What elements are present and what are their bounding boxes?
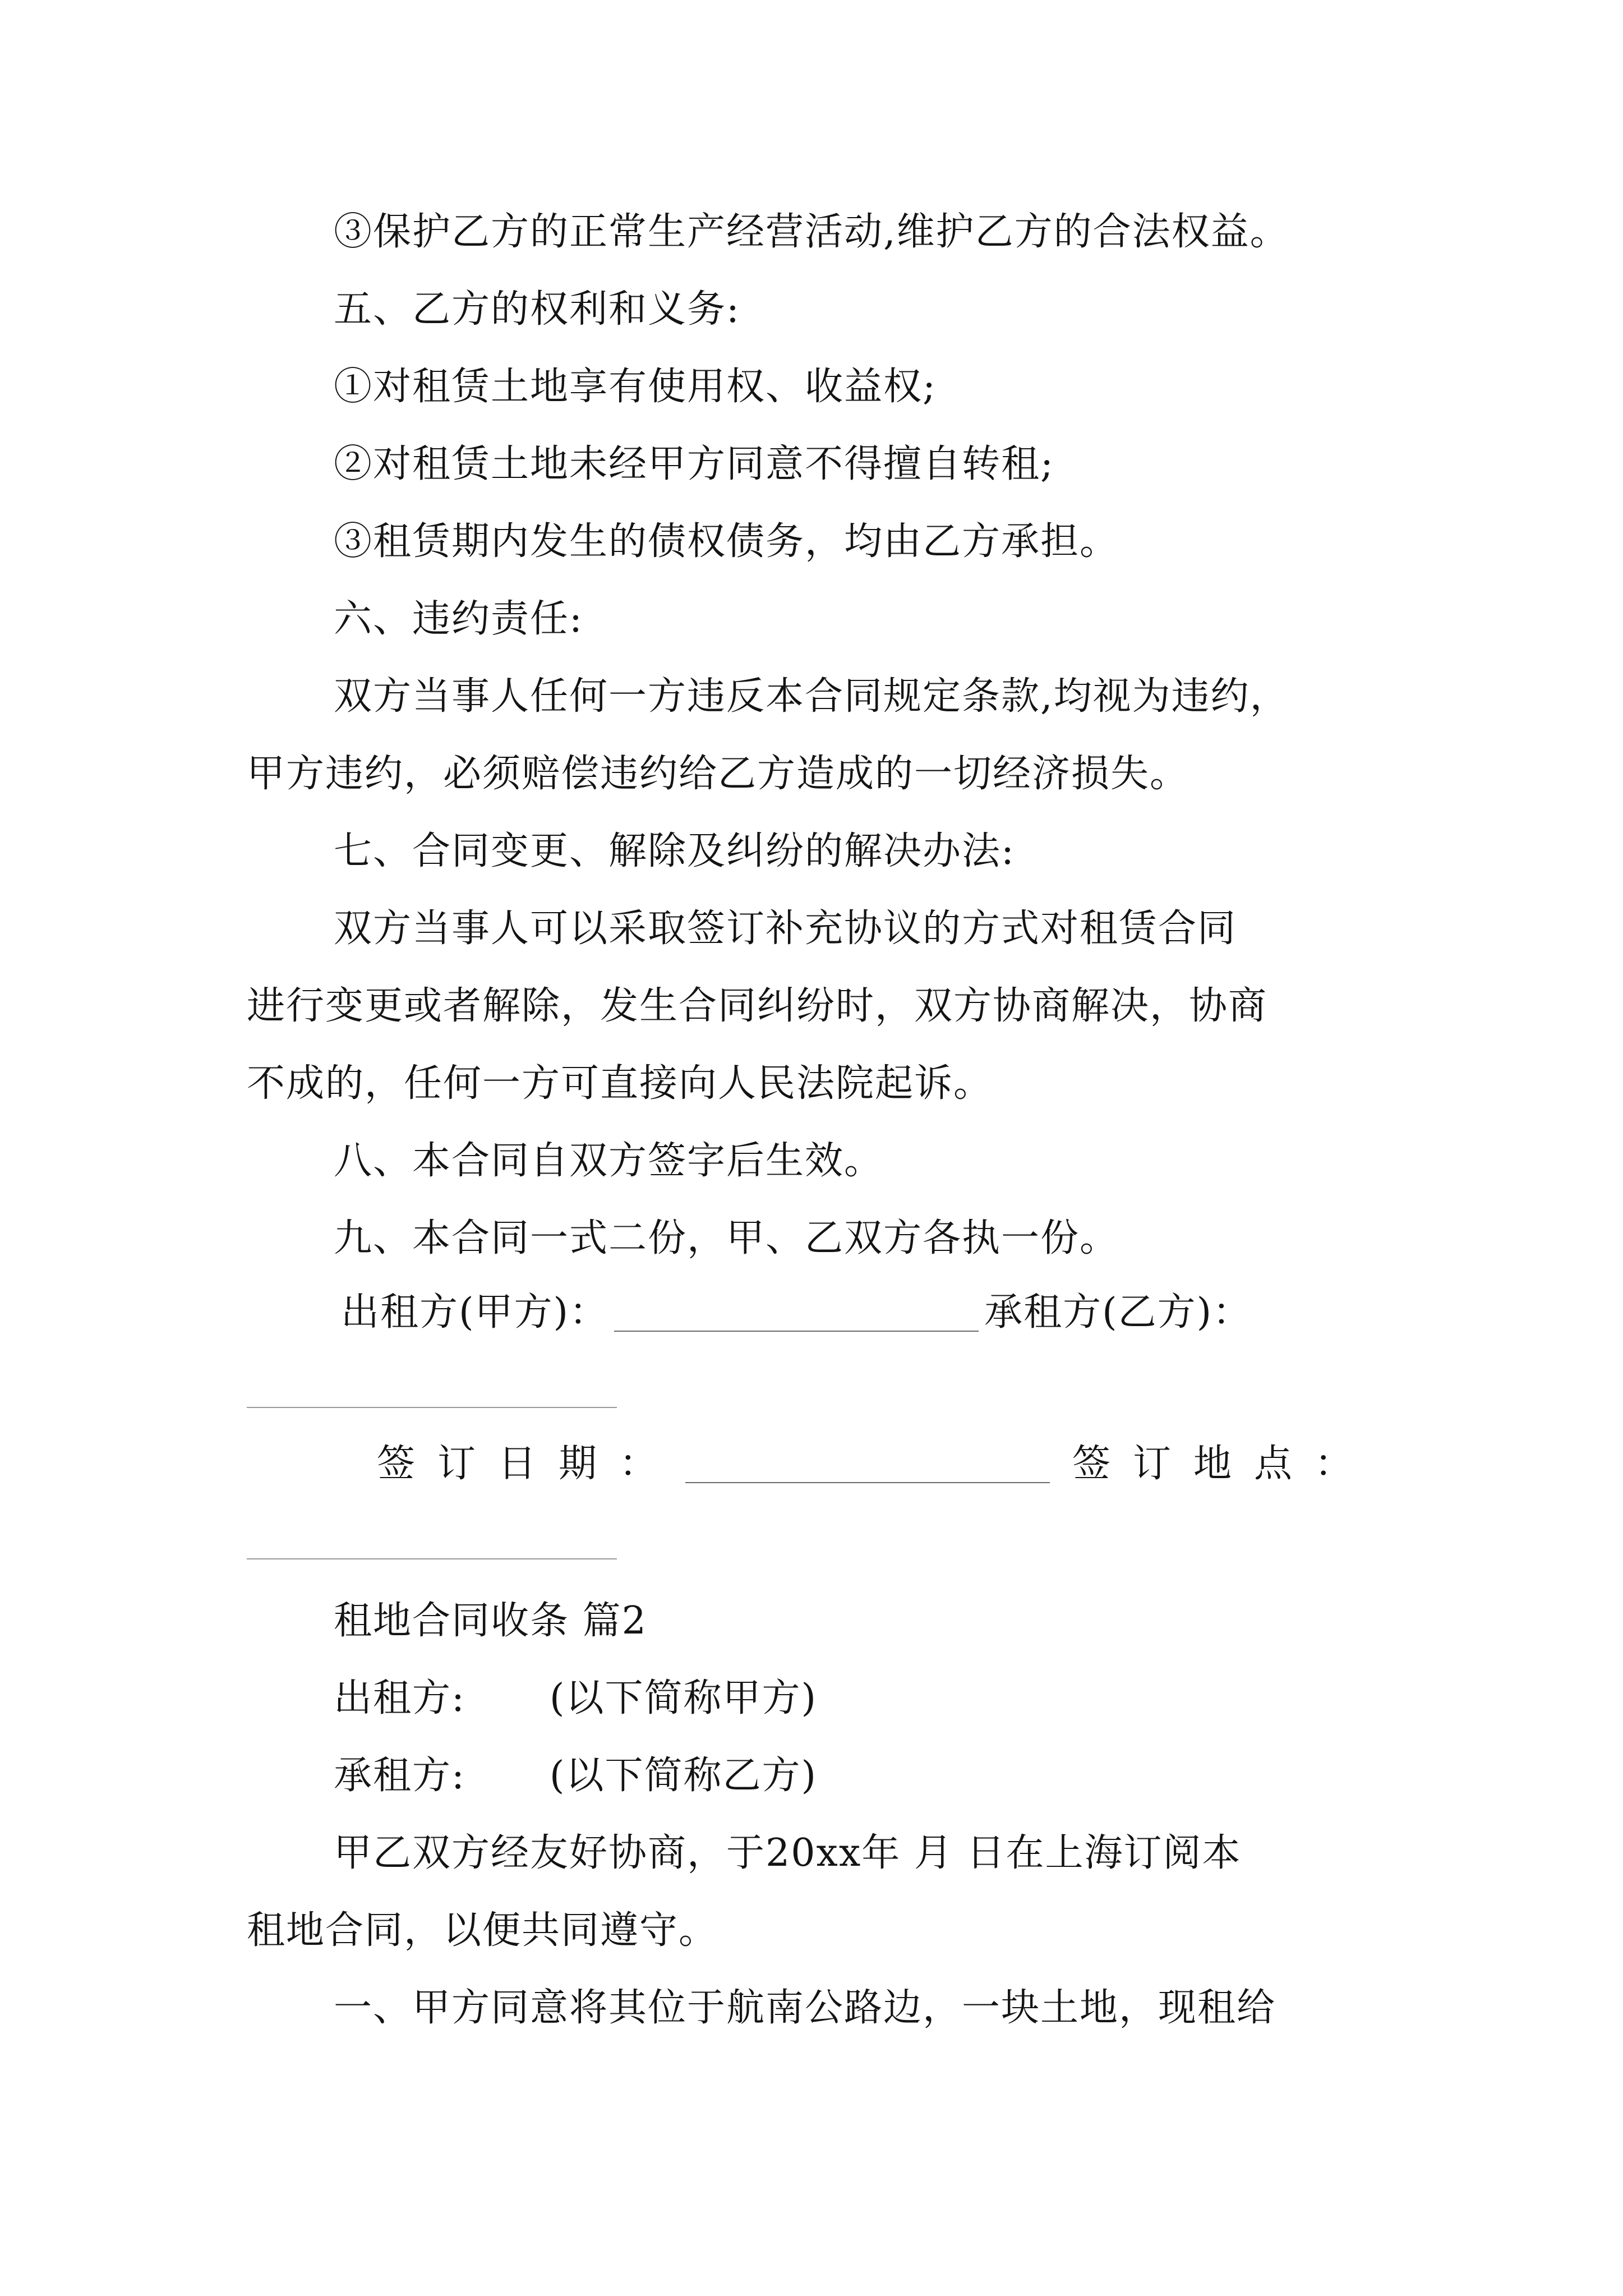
clause-5-1: ①对租赁土地享有使用权、收益权; bbox=[334, 365, 937, 409]
lessee-label: 承租方(乙方)： bbox=[984, 1290, 1252, 1335]
section2-lessee-label: 承租方: bbox=[334, 1754, 465, 1798]
section2-paragraph-1-line-2: 租地合同，以便共同遵守。 bbox=[247, 1908, 718, 1953]
signature-row-date-place bbox=[377, 1442, 1376, 1486]
lessor-label: 出租方(甲方)： bbox=[341, 1290, 609, 1335]
section2-lessee-note: (以下简称乙方) bbox=[549, 1754, 817, 1798]
section-8: 八、本合同自双方签字后生效。 bbox=[334, 1139, 884, 1183]
section2-lessor-label: 出租方: bbox=[334, 1676, 465, 1720]
section-7-text-line-3: 不成的，任何一方可直接向人民法院起诉。 bbox=[247, 1061, 993, 1106]
date-blank bbox=[685, 1450, 1050, 1483]
section-6-text-line-2: 甲方违约，必须赔偿违约给乙方造成的一切经济损失。 bbox=[247, 752, 1189, 796]
section-9: 九、本合同一式二份，甲、乙双方各执一份。 bbox=[334, 1216, 1119, 1260]
section-7-text-line-2: 进行变更或者解除，发生合同纠纷时，双方协商解决，协商 bbox=[247, 984, 1268, 1028]
section2-paragraph-2-line-1: 一、甲方同意将其位于航南公路边，一块土地，现租给 bbox=[334, 1986, 1276, 2030]
place-blank-line bbox=[247, 1558, 617, 1559]
lessor-blank bbox=[614, 1298, 979, 1332]
place-label: 签订地点： bbox=[1072, 1442, 1376, 1486]
section2-lessee-row bbox=[334, 1754, 817, 1798]
clause-5-2: ②对租赁土地未经甲方同意不得擅自转租; bbox=[334, 442, 1054, 486]
section-5-heading: 五、乙方的权利和义务: bbox=[334, 287, 740, 332]
lessee-blank-line bbox=[247, 1407, 617, 1408]
section-7-heading: 七、合同变更、解除及纠纷的解决办法: bbox=[334, 829, 1015, 873]
section2-heading: 租地合同收条 篇2 bbox=[334, 1599, 647, 1643]
section-6-heading: 六、违约责任: bbox=[334, 597, 583, 641]
section2-paragraph-1-line-1: 甲乙双方经友好协商，于20xx年 月 日在上海订阅本 bbox=[334, 1831, 1242, 1875]
signature-row-parties bbox=[341, 1290, 1252, 1335]
section-6-text-line-1: 双方当事人任何一方违反本合同规定条款,均视为违约， bbox=[334, 674, 1289, 719]
section-7-text-line-1: 双方当事人可以采取签订补充协议的方式对租赁合同 bbox=[334, 907, 1237, 951]
section2-lessor-row bbox=[334, 1676, 817, 1720]
section2-lessor-note: (以下简称甲方) bbox=[549, 1676, 817, 1720]
clause-5-3: ③租赁期内发生的债权债务，均由乙方承担。 bbox=[334, 519, 1119, 564]
clause-4-3: ③保护乙方的正常生产经营活动,维护乙方的合法权益。 bbox=[334, 210, 1289, 254]
date-label: 签订日期： bbox=[377, 1442, 680, 1486]
